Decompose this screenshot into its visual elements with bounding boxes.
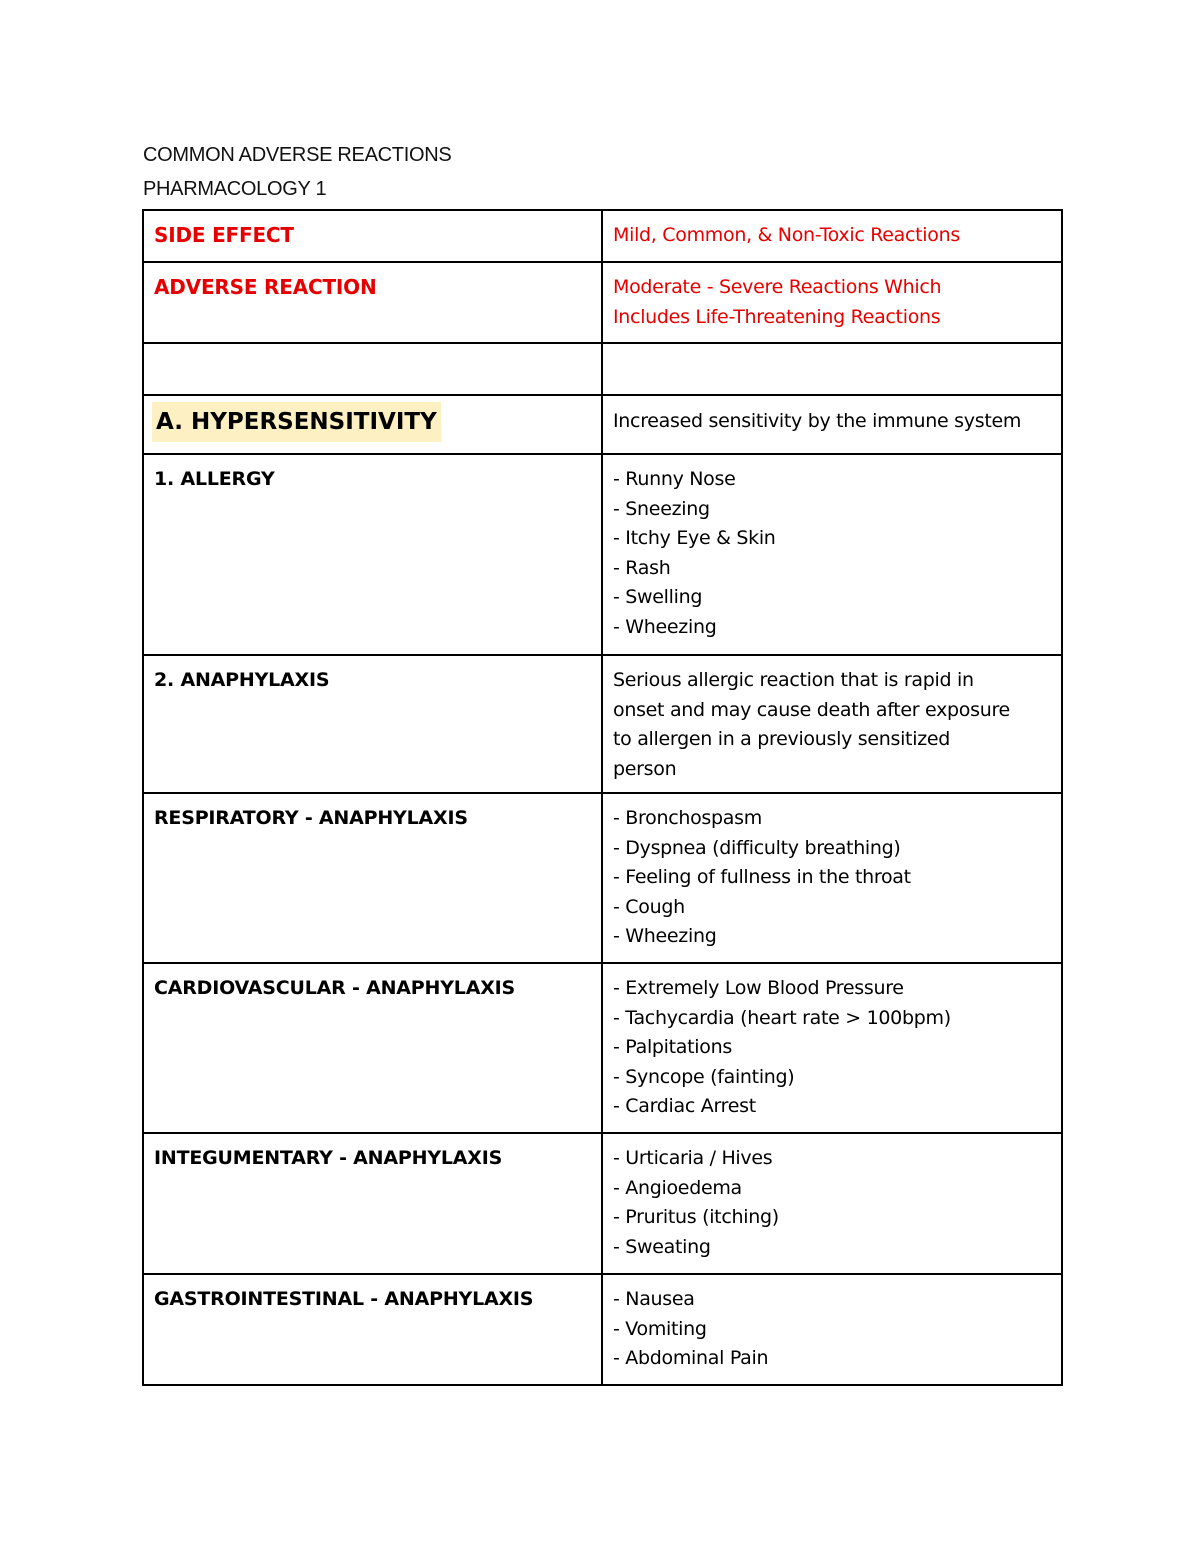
list-item: - Cardiac Arrest	[613, 1095, 756, 1117]
hypersensitivity-description-cell	[602, 395, 1062, 454]
cardiovascular-symptoms-cell	[602, 963, 1062, 1133]
anaphylaxis-definition-cell	[602, 655, 1062, 793]
blank-cell	[602, 343, 1062, 395]
side-effect-description-cell	[602, 210, 1062, 262]
list-item: - Dyspnea (difficulty breathing)	[613, 836, 901, 859]
list-item: - Angioedema	[613, 1176, 742, 1199]
table-row-gastrointestinal	[143, 1274, 1062, 1385]
adverse-reaction-term: ADVERSE REACTION	[154, 275, 377, 299]
table-row-allergy	[143, 454, 1062, 655]
anaphylaxis-definition-line: onset and may cause death after exposure	[613, 698, 1010, 721]
hypersensitivity-heading-cell	[143, 395, 602, 454]
table-row-cardiovascular	[143, 963, 1062, 1133]
allergy-symptom-list	[613, 465, 1051, 642]
list-item: - Pruritus (itching)	[613, 1206, 779, 1228]
hypersensitivity-heading: A. HYPERSENSITIVITY	[152, 402, 441, 442]
allergy-symptoms-cell	[602, 454, 1062, 655]
list-item: - Swelling	[613, 586, 703, 608]
anaphylaxis-term: 2. ANAPHYLAXIS	[154, 669, 330, 691]
list-item: - Syncope (fainting)	[613, 1065, 795, 1088]
gastrointestinal-symptoms-cell	[602, 1274, 1062, 1385]
side-effect-description: Mild, Common, & Non-Toxic Reactions	[613, 224, 960, 246]
cardiovascular-term: CARDIOVASCULAR - ANAPHYLAXIS	[154, 977, 516, 999]
respiratory-symptom-list	[613, 804, 1051, 952]
table-row-side-effect	[143, 210, 1062, 262]
side-effect-term: SIDE EFFECT	[154, 223, 294, 247]
list-item: - Vomiting	[613, 1317, 707, 1340]
cardiovascular-term-cell	[143, 963, 602, 1133]
gastrointestinal-symptom-list	[613, 1285, 1051, 1374]
list-item: - Tachycardia (heart rate > 100bpm)	[613, 1006, 951, 1029]
respiratory-term: RESPIRATORY - ANAPHYLAXIS	[154, 807, 468, 829]
list-item: - Nausea	[613, 1288, 695, 1310]
table-row-anaphylaxis	[143, 655, 1062, 793]
anaphylaxis-definition-line: Serious allergic reaction that is rapid in	[613, 669, 974, 691]
list-item: - Sweating	[613, 1235, 711, 1258]
respiratory-symptoms-cell	[602, 793, 1062, 963]
document-title: COMMON ADVERSE REACTIONS	[143, 144, 452, 166]
adverse-reaction-description-line: Includes Life-Threatening Reactions	[613, 305, 941, 328]
adverse-reaction-description-line: Moderate - Severe Reactions Which	[613, 276, 942, 298]
table-row-integumentary	[143, 1133, 1062, 1274]
blank-cell	[143, 343, 602, 395]
anaphylaxis-term-cell	[143, 655, 602, 793]
allergy-term: 1. ALLERGY	[154, 468, 275, 490]
reactions-table	[142, 209, 1063, 1386]
side-effect-term-cell	[143, 210, 602, 262]
list-item: - Feeling of fullness in the throat	[613, 866, 911, 888]
anaphylaxis-definition-line: person	[613, 757, 677, 780]
adverse-reaction-term-cell	[143, 262, 602, 343]
list-item: - Cough	[613, 895, 685, 918]
integumentary-term: INTEGUMENTARY - ANAPHYLAXIS	[154, 1147, 503, 1169]
table-row-hypersensitivity	[143, 395, 1062, 454]
list-item: - Abdominal Pain	[613, 1347, 769, 1369]
table-row-respiratory	[143, 793, 1062, 963]
integumentary-symptoms-cell	[602, 1133, 1062, 1274]
allergy-term-cell	[143, 454, 602, 655]
anaphylaxis-definition-line: to allergen in a previously sensitized	[613, 728, 951, 750]
list-item: - Rash	[613, 556, 671, 579]
list-item: - Sneezing	[613, 497, 710, 520]
gastrointestinal-term-cell	[143, 1274, 602, 1385]
document-subtitle: PHARMACOLOGY 1	[143, 178, 327, 200]
table-row-blank	[143, 343, 1062, 395]
list-item: - Palpitations	[613, 1036, 732, 1058]
list-item: - Runny Nose	[613, 468, 736, 490]
gastrointestinal-term: GASTROINTESTINAL - ANAPHYLAXIS	[154, 1288, 534, 1310]
integumentary-term-cell	[143, 1133, 602, 1274]
integumentary-symptom-list	[613, 1144, 1051, 1262]
list-item: - Wheezing	[613, 925, 717, 947]
hypersensitivity-description: Increased sensitivity by the immune system	[613, 410, 1022, 432]
list-item: - Bronchospasm	[613, 807, 762, 829]
list-item: - Urticaria / Hives	[613, 1147, 773, 1169]
list-item: - Wheezing	[613, 615, 717, 638]
list-item: - Itchy Eye & Skin	[613, 527, 776, 549]
adverse-reaction-description-cell	[602, 262, 1062, 343]
cardiovascular-symptom-list	[613, 974, 1051, 1122]
list-item: - Extremely Low Blood Pressure	[613, 977, 904, 999]
respiratory-term-cell	[143, 793, 602, 963]
table-row-adverse-reaction	[143, 262, 1062, 343]
